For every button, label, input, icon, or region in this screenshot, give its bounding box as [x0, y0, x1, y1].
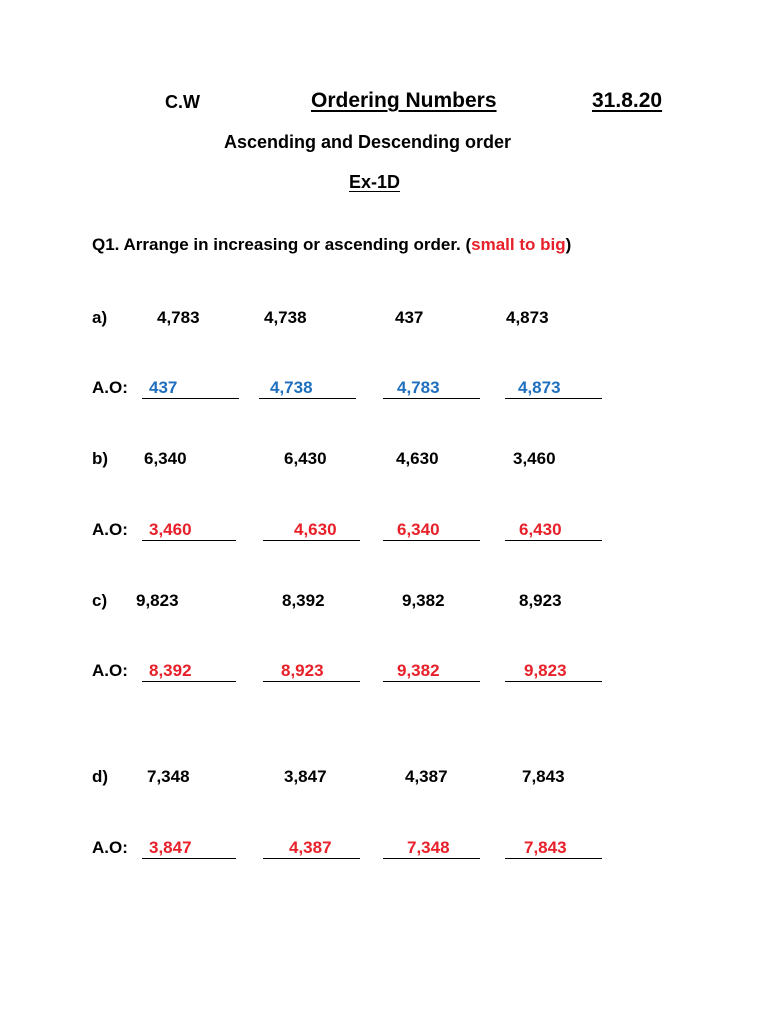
question-suffix: ): [565, 235, 572, 254]
part-a-number-4: 4,873: [506, 308, 549, 327]
part-a-answer-1: 437: [149, 378, 178, 397]
part-b-number-4: 3,460: [513, 449, 556, 468]
part-d-answer-3: 7,348: [407, 838, 450, 857]
part-c-answer-2: 8,923: [281, 661, 324, 680]
part-b-answer-2: 4,630: [294, 520, 337, 539]
part-c-answer-label: A.O:: [92, 661, 128, 680]
part-b-number-2: 6,430: [284, 449, 327, 468]
part-a-blank-1: [142, 398, 239, 399]
part-b-answer-1: 3,460: [149, 520, 192, 539]
question-prefix: Q1. Arrange in increasing or ascending order. (: [92, 235, 472, 254]
part-d-blank-1: [142, 858, 236, 859]
part-c-blank-4: [505, 681, 602, 682]
part-c-number-2: 8,392: [282, 591, 325, 610]
part-a-blank-3: [383, 398, 480, 399]
part-a-answer-4: 4,873: [518, 378, 561, 397]
part-a-blank-2: [259, 398, 356, 399]
part-c-answer-4: 9,823: [524, 661, 567, 680]
part-b-blank-3: [383, 540, 480, 541]
part-a-blank-4: [505, 398, 602, 399]
part-a-number-1: 4,783: [157, 308, 200, 327]
part-b-blank-2: [263, 540, 360, 541]
part-b-blank-4: [505, 540, 602, 541]
part-d-answer-label: A.O:: [92, 838, 128, 857]
part-c-number-1: 9,823: [136, 591, 179, 610]
part-d-answer-1: 3,847: [149, 838, 192, 857]
part-d-answer-2: 4,387: [289, 838, 332, 857]
part-d-blank-2: [263, 858, 360, 859]
question-highlight: small to big: [471, 235, 566, 254]
part-b-answer-3: 6,340: [397, 520, 440, 539]
part-d-blank-4: [505, 858, 602, 859]
part-b-blank-1: [142, 540, 236, 541]
exercise-label: Ex-1D: [349, 172, 401, 192]
part-d-number-2: 3,847: [284, 767, 327, 786]
part-a-label: a): [92, 308, 108, 327]
part-c-blank-1: [142, 681, 236, 682]
part-d-answer-4: 7,843: [524, 838, 567, 857]
part-b-answer-4: 6,430: [519, 520, 562, 539]
part-a-answer-3: 4,783: [397, 378, 440, 397]
part-d-label: d): [92, 767, 109, 786]
part-c-label: c): [92, 591, 108, 610]
part-b-number-3: 4,630: [396, 449, 439, 468]
part-a-answer-label: A.O:: [92, 378, 128, 397]
part-c-number-3: 9,382: [402, 591, 445, 610]
part-b-label: b): [92, 449, 109, 468]
part-c-answer-1: 8,392: [149, 661, 192, 680]
part-c-blank-3: [383, 681, 480, 682]
part-b-answer-label: A.O:: [92, 520, 128, 539]
part-d-blank-3: [383, 858, 480, 859]
part-d-number-3: 4,387: [405, 767, 448, 786]
question-text: [92, 235, 571, 255]
class-work-label: C.W: [165, 92, 200, 112]
subtitle: Ascending and Descending order: [224, 132, 512, 152]
part-c-answer-3: 9,382: [397, 661, 440, 680]
page-title: Ordering Numbers: [311, 89, 497, 112]
date-label: 31.8.20: [592, 89, 663, 112]
part-d-number-1: 7,348: [147, 767, 190, 786]
part-c-number-4: 8,923: [519, 591, 562, 610]
part-a-answer-2: 4,738: [270, 378, 313, 397]
part-b-number-1: 6,340: [144, 449, 187, 468]
part-d-number-4: 7,843: [522, 767, 565, 786]
part-a-number-2: 4,738: [264, 308, 307, 327]
part-a-number-3: 437: [395, 308, 424, 327]
part-c-blank-2: [263, 681, 360, 682]
